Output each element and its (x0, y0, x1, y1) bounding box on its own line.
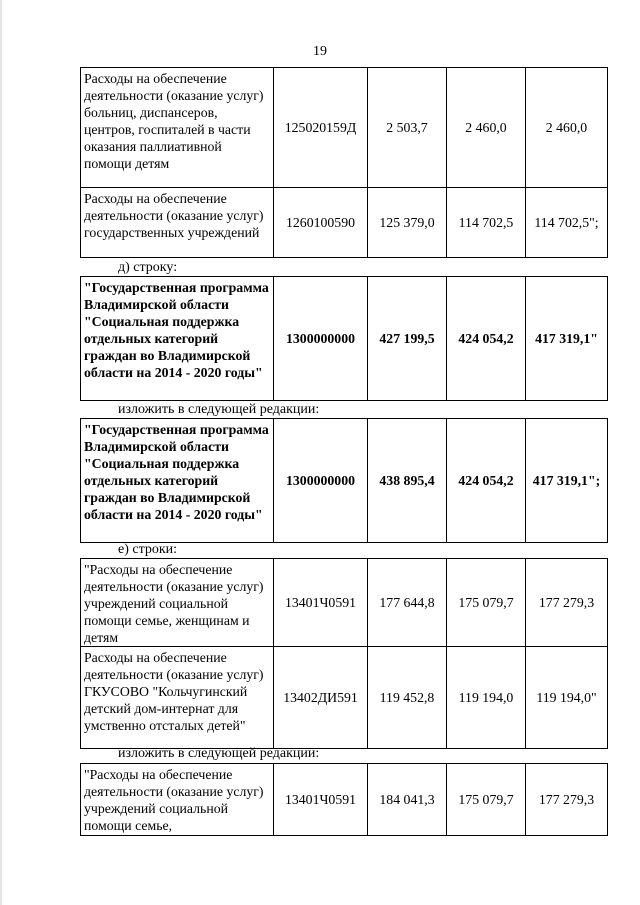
table-row (81, 647, 608, 749)
row-value-1: 2 503,7 (368, 68, 447, 188)
row-value-3: 119 194,0" (526, 647, 608, 749)
row-value-3: 417 319,1"; (526, 419, 608, 543)
row-value-1: 438 895,4 (368, 419, 447, 543)
row-value-3: 114 702,5"; (526, 188, 608, 258)
table-row (81, 277, 608, 401)
row-value-2: 424 054,2 (447, 419, 526, 543)
budget-table-old-rows (80, 558, 608, 749)
row-description: Расходы на обеспечение деятельности (оказание услуг) ГКУСОВО "Кольчугинский детский дом-интернат для умственно отсталых детей" (81, 647, 274, 749)
row-value-3: 177 279,3 (526, 764, 608, 836)
page-number: 19 (313, 44, 327, 59)
row-value-1: 427 199,5 (368, 277, 447, 401)
row-description: Расходы на обеспечение деятельности (оказание услуг) больниц, диспансеров, центров, госпиталей в части оказания паллиативной помощи детям (81, 68, 274, 188)
row-value-2: 114 702,5 (447, 188, 526, 258)
row-code: 13401Ч0591 (274, 764, 368, 836)
scan-edge (0, 0, 2, 905)
row-code: 1300000000 (274, 277, 368, 401)
row-value-2: 175 079,7 (447, 764, 526, 836)
row-value-1: 119 452,8 (368, 647, 447, 749)
row-code: 13402ДИ591 (274, 647, 368, 749)
row-value-3: 2 460,0 (526, 68, 608, 188)
row-code: 1300000000 (274, 419, 368, 543)
note-replace-line: д) строку: (118, 260, 178, 275)
budget-table-new-rows (80, 763, 608, 836)
budget-table-old-program (80, 276, 608, 401)
row-description: "Государственная программа Владимирской области "Социальная поддержка отдельных категорий граждан во Владимирской области на 2014 - 2020 годы" (81, 419, 274, 543)
row-value-1: 125 379,0 (368, 188, 447, 258)
row-description: "Расходы на обеспечение деятельности (оказание услуг) учреждений социальной помощи семье, женщинам и детям (81, 559, 274, 647)
row-value-3: 177 279,3 (526, 559, 608, 647)
table-row (81, 188, 608, 258)
row-code: 1260100590 (274, 188, 368, 258)
row-value-2: 2 460,0 (447, 68, 526, 188)
row-description: "Государственная программа Владимирской области "Социальная поддержка отдельных категорий граждан во Владимирской области на 2014 - 2020 годы" (81, 277, 274, 401)
table-row (81, 559, 608, 647)
table-row (81, 68, 608, 188)
row-value-1: 184 041,3 (368, 764, 447, 836)
note-replace-lines: е) строки: (118, 542, 178, 557)
note-new-edition: изложить в следующей редакции: (118, 402, 320, 417)
note-new-edition-2: изложить в следующей редакции: (118, 746, 320, 761)
row-value-3: 417 319,1" (526, 277, 608, 401)
row-description: Расходы на обеспечение деятельности (оказание услуг) государственных учреждений (81, 188, 274, 258)
row-value-1: 177 644,8 (368, 559, 447, 647)
budget-table-continued (80, 67, 608, 258)
row-value-2: 175 079,7 (447, 559, 526, 647)
table-row (81, 764, 608, 836)
row-code: 13401Ч0591 (274, 559, 368, 647)
budget-table-new-program (80, 418, 608, 543)
row-code: 125020159Д (274, 68, 368, 188)
table-row (81, 419, 608, 543)
row-value-2: 119 194,0 (447, 647, 526, 749)
row-value-2: 424 054,2 (447, 277, 526, 401)
row-description: "Расходы на обеспечение деятельности (оказание услуг) учреждений социальной помощи семье, (81, 764, 274, 836)
